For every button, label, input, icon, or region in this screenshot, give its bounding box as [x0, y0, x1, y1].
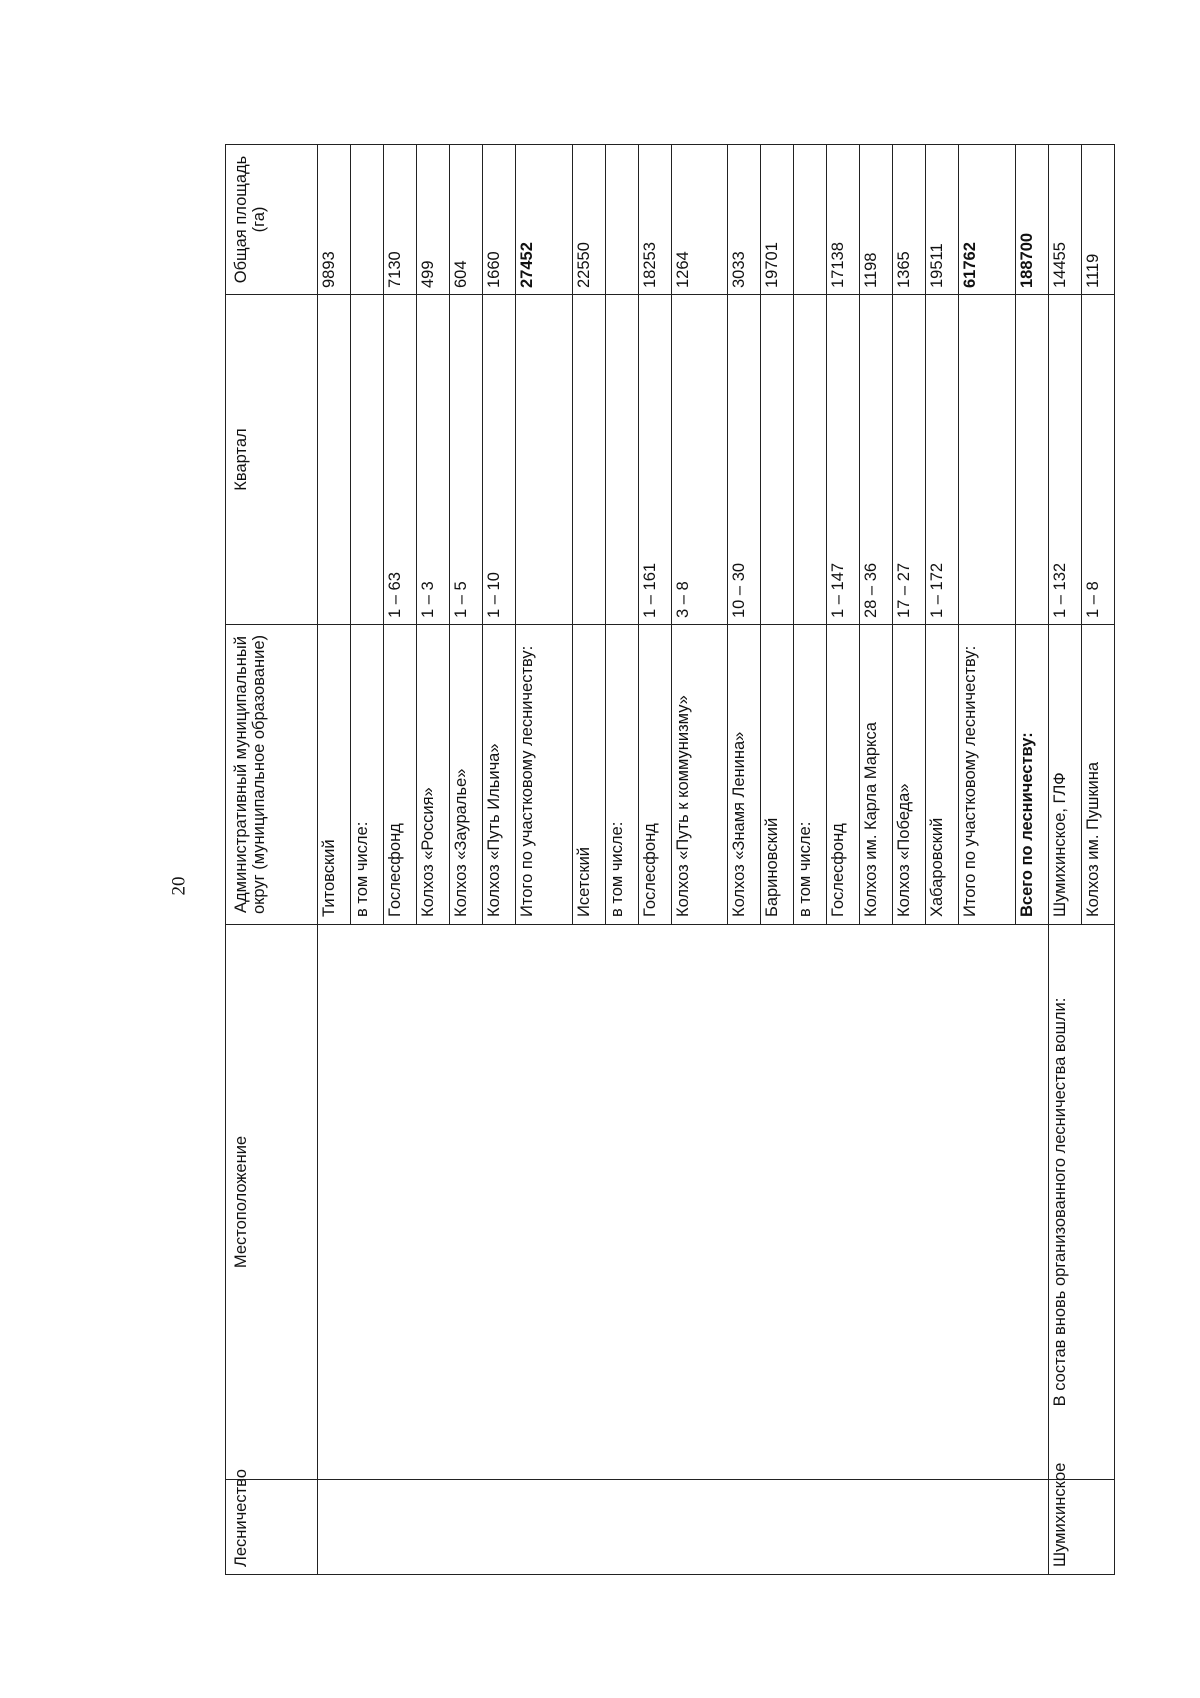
area-cell: 499	[416, 145, 449, 295]
district-cell: Титовский	[318, 625, 351, 925]
area-cell: 1198	[860, 145, 893, 295]
area-cell: 7130	[383, 145, 416, 295]
area-cell: 1365	[893, 145, 926, 295]
area-cell: 188700	[1016, 145, 1049, 295]
quarter-cell	[605, 295, 638, 625]
table-row	[1049, 145, 1082, 1575]
area-cell	[794, 145, 827, 295]
area-cell: 19511	[926, 145, 959, 295]
area-cell: 22550	[572, 145, 605, 295]
quarter-cell: 1 – 147	[827, 295, 860, 625]
area-cell: 18253	[638, 145, 671, 295]
quarter-cell: 10 – 30	[728, 295, 761, 625]
forestry-cell-shumikha: Шумихинское	[1049, 1480, 1115, 1575]
area-cell: 19701	[761, 145, 794, 295]
quarter-cell: 1 – 63	[383, 295, 416, 625]
header-row	[226, 145, 318, 1575]
quarter-cell	[794, 295, 827, 625]
header-quarter: Квартал	[226, 295, 318, 625]
quarter-cell	[1016, 295, 1049, 625]
location-cell-shumikha: В состав вновь организованного лесничества вошли:	[1049, 925, 1115, 1480]
forestry-table-rotated	[225, 145, 1115, 1575]
district-cell: Колхоз «Путь к коммунизму»	[671, 625, 728, 925]
area-cell	[605, 145, 638, 295]
district-cell: Колхоз «Зауралье»	[449, 625, 482, 925]
quarter-cell	[572, 295, 605, 625]
quarter-cell	[350, 295, 383, 625]
quarter-cell: 1 – 3	[416, 295, 449, 625]
district-cell: Колхоз «Победа»	[893, 625, 926, 925]
location-cell	[318, 925, 1016, 1480]
district-cell: Гослесфонд	[638, 625, 671, 925]
area-cell	[350, 145, 383, 295]
quarter-cell: 1 – 8	[1081, 295, 1114, 625]
quarter-cell: 1 – 172	[926, 295, 959, 625]
district-cell: Шумихинское, ГЛФ	[1049, 625, 1082, 925]
quarter-cell	[318, 295, 351, 625]
quarter-cell: 1 – 132	[1049, 295, 1082, 625]
quarter-cell	[761, 295, 794, 625]
area-cell: 604	[449, 145, 482, 295]
location-cell-empty	[1016, 925, 1049, 1480]
header-area: Общая площадь (га)	[226, 145, 318, 295]
quarter-cell: 3 – 8	[671, 295, 728, 625]
area-cell: 3033	[728, 145, 761, 295]
quarter-cell: 1 – 10	[482, 295, 515, 625]
page-number: 20	[168, 876, 190, 896]
quarter-cell	[515, 295, 572, 625]
quarter-cell: 1 – 161	[638, 295, 671, 625]
quarter-cell	[959, 295, 1016, 625]
district-cell: Итого по участковому лесничеству:	[515, 625, 572, 925]
area-cell: 9893	[318, 145, 351, 295]
table-row	[1016, 145, 1049, 1575]
district-cell: в том числе:	[350, 625, 383, 925]
district-cell: Гослесфонд	[383, 625, 416, 925]
area-cell: 17138	[827, 145, 860, 295]
district-cell: Колхоз «Путь Ильича»	[482, 625, 515, 925]
table-body	[318, 145, 1115, 1575]
header-forestry: Лесничество	[226, 1480, 318, 1575]
forestry-cell	[318, 1480, 1049, 1575]
area-cell: 1264	[671, 145, 728, 295]
district-cell: Колхоз им. Карла Маркса	[860, 625, 893, 925]
district-cell: Колхоз «Знамя Ленина»	[728, 625, 761, 925]
district-cell: Колхоз «Россия»	[416, 625, 449, 925]
district-cell: Итого по участковому лесничеству:	[959, 625, 1016, 925]
district-cell: Бариновский	[761, 625, 794, 925]
header-district: Административный муниципальный округ (муниципальное образование)	[226, 625, 318, 925]
area-cell: 14455	[1049, 145, 1082, 295]
district-cell: Исетский	[572, 625, 605, 925]
area-cell: 1660	[482, 145, 515, 295]
district-cell: Гослесфонд	[827, 625, 860, 925]
area-cell: 61762	[959, 145, 1016, 295]
district-cell: в том числе:	[605, 625, 638, 925]
table-row	[318, 145, 351, 1575]
area-cell: 27452	[515, 145, 572, 295]
quarter-cell: 17 – 27	[893, 295, 926, 625]
header-location: Местоположение	[226, 925, 318, 1480]
forestry-table	[225, 144, 1115, 1575]
district-cell: Всего по лесничеству:	[1016, 625, 1049, 925]
quarter-cell: 28 – 36	[860, 295, 893, 625]
district-cell: в том числе:	[794, 625, 827, 925]
quarter-cell: 1 – 5	[449, 295, 482, 625]
area-cell: 1119	[1081, 145, 1114, 295]
district-cell: Хабаровский	[926, 625, 959, 925]
district-cell: Колхоз им. Пушкина	[1081, 625, 1114, 925]
